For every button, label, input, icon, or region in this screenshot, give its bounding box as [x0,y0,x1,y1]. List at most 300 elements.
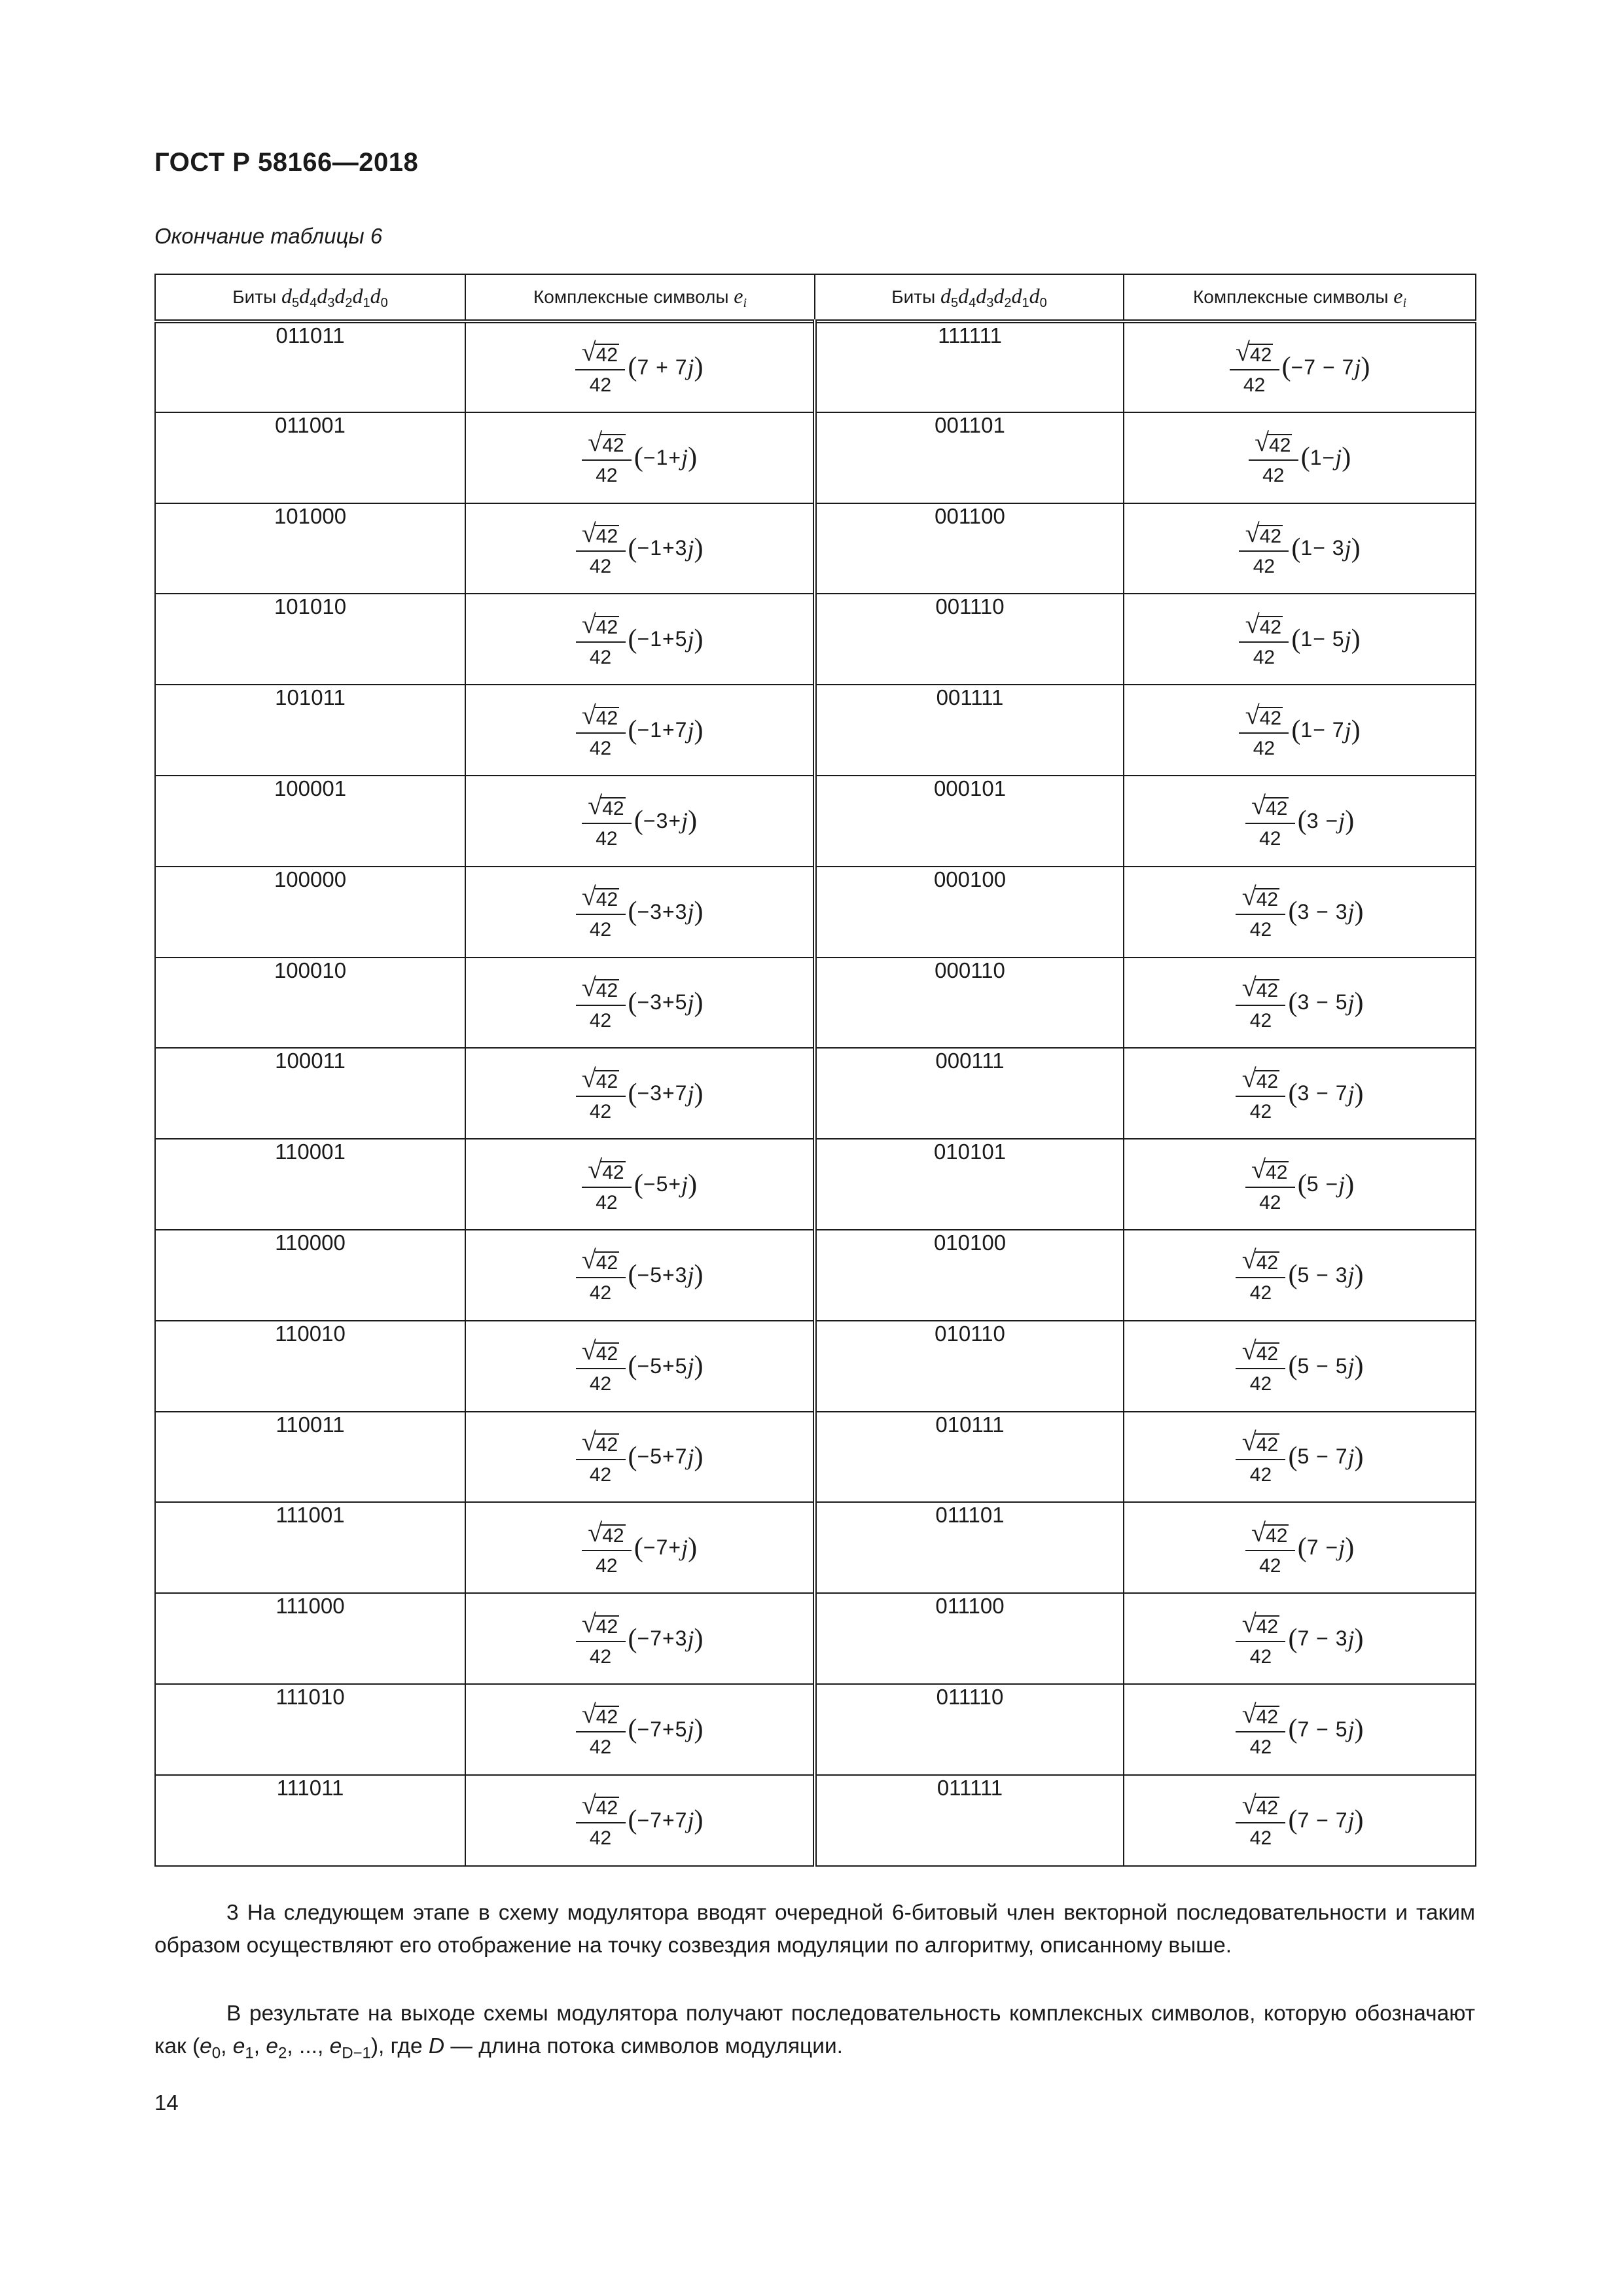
square-root-sign: √ [588,791,603,821]
bits-cell-right: 010111 [815,1412,1124,1503]
bits-cell-right: 000100 [815,867,1124,958]
complex-symbol-expression [582,793,697,849]
close-parenthesis: ) [1354,1441,1364,1472]
fraction-denominator: 42 [1249,919,1272,941]
symbol-cell-right [1124,867,1476,958]
radicand: 42 [1249,344,1272,367]
bits-cell-right: 111111 [815,321,1124,412]
symbol-cell-left [465,503,815,594]
paragraph-step-3: 3 На следующем этапе в схему модулятора вводят очередной 6-битовый член векторной последовательности и таким образом осуществляют его отображение на точку созвездия модуляции по алгоритму, описанному выше. [154,1901,1475,1958]
bits-cell-left: 110011 [155,1412,465,1503]
bit-variable [370,283,388,310]
header-bits-left [155,274,465,321]
bit-variable-letter: d [299,283,310,308]
bit-variable [993,283,1012,310]
square-root-sign: √ [588,427,603,457]
open-parenthesis: ( [628,1260,637,1291]
radicand: 42 [596,979,618,1001]
open-parenthesis: ( [633,1169,643,1200]
radicand: 42 [1256,1433,1279,1456]
symbol-cell-left [465,1684,815,1775]
header-symbols-right [1124,274,1476,321]
open-parenthesis: ( [633,1532,643,1563]
fraction-denominator: 42 [589,1373,612,1395]
open-parenthesis: ( [1297,806,1307,836]
symbol-cell-right [1124,412,1476,503]
radicand: 42 [596,525,618,547]
symbol-cell-right [1124,594,1476,685]
complex-coefficients: −7+5 [637,1717,688,1741]
table-row [155,867,1476,958]
square-root-sign: √ [1241,1426,1257,1456]
bits-cell-left: 101011 [155,685,465,776]
complex-symbol-expression [582,1154,698,1213]
fraction-numerator [581,1063,619,1096]
open-parenthesis: ( [628,715,637,745]
close-parenthesis: ) [694,1260,704,1291]
table-row [155,1775,1476,1866]
radicand: 42 [1259,616,1282,638]
bits-cell-right: 011111 [815,1775,1124,1866]
sqrt42-over-42-fraction [576,1701,626,1757]
fraction-denominator: 42 [1249,1645,1272,1668]
fraction-numerator [1245,702,1283,732]
close-parenthesis: ) [694,1351,704,1382]
symbol-cell-right [1124,1593,1476,1684]
sqrt42-over-42-fraction [1239,702,1289,759]
radicand: 42 [602,1161,624,1183]
paragraph-result-text-3: — длина потока символов модуляции. [444,2034,843,2058]
radicand: 42 [596,1797,618,1820]
symbol-cell-left [465,321,815,412]
fraction-numerator [1255,429,1292,459]
sqrt42-over-42-fraction [576,520,626,577]
close-parenthesis: ) [1361,352,1370,383]
open-parenthesis: ( [1288,1623,1298,1654]
bits-cell-right: 000111 [815,1048,1124,1139]
close-parenthesis: ) [1351,624,1361,655]
close-parenthesis: ) [1345,806,1355,836]
open-parenthesis: ( [1281,352,1291,383]
fraction-denominator: 42 [1259,1554,1281,1577]
bits-cell-right: 010110 [815,1321,1124,1412]
table-row [155,1048,1476,1139]
table-row [155,503,1476,594]
fraction-denominator: 42 [1243,374,1266,397]
complex-coefficients: 3 − 3 [1297,899,1348,924]
table-row [155,1139,1476,1230]
fraction-denominator: 42 [1249,1827,1272,1850]
complex-coefficients: −7+3 [637,1626,688,1651]
square-root-sign: √ [1241,1608,1257,1638]
complex-coefficients: −1+3 [637,536,688,560]
bit-variable-index: 0 [1039,295,1047,310]
imaginary-unit-j: j [1344,535,1351,562]
close-parenthesis: ) [1354,1260,1364,1291]
symbol-variable-index: i [1402,295,1407,310]
sequence-separator: , ..., [287,2034,330,2058]
header-bits-label: Биты [891,286,940,307]
square-root-sign: √ [1255,427,1270,457]
bit-variable [976,283,994,310]
radicand: 42 [596,1343,618,1365]
imaginary-unit-j: j [687,989,694,1016]
open-parenthesis: ( [1288,1351,1298,1382]
square-root-sign: √ [581,700,596,730]
fraction-numerator [1242,884,1279,914]
sqrt42-over-42-fraction [1236,1063,1285,1122]
bits-cell-left: 110000 [155,1230,465,1321]
close-parenthesis: ) [694,715,704,745]
imaginary-unit-j: j [687,535,694,562]
imaginary-unit-j: j [681,1171,688,1198]
open-parenthesis: ( [633,442,643,473]
symbol-cell-right [1124,1684,1476,1775]
variable-D: D [428,2034,445,2058]
radicand: 42 [1259,707,1282,729]
complex-coefficients: 1− 7 [1300,718,1345,742]
symbol-cell-right [1124,321,1476,412]
bit-variable [940,283,959,310]
bit-variable [958,283,976,310]
fraction-numerator [1241,1426,1279,1459]
bit-variable [317,283,335,310]
bits-cell-right: 010101 [815,1139,1124,1230]
close-parenthesis: ) [688,806,698,836]
complex-symbol-expression [575,339,703,395]
close-parenthesis: ) [1354,1078,1364,1109]
complex-coefficients: −3+5 [637,990,688,1014]
open-parenthesis: ( [628,533,637,564]
square-root-sign: √ [1241,1245,1257,1275]
bit-variable-letter: d [317,283,328,308]
complex-coefficients: 5 − [1306,1172,1339,1196]
symbol-cell-left [465,1593,815,1684]
complex-coefficients: −3+7 [637,1081,688,1105]
fraction-numerator [1242,1792,1279,1822]
fraction-denominator: 42 [596,465,618,487]
bit-variable [299,283,317,310]
fraction-denominator: 42 [1249,1736,1272,1759]
header-bits-label: Биты [232,286,281,307]
complex-coefficients: −1+5 [637,627,688,651]
imaginary-unit-j: j [687,626,694,653]
fraction-denominator: 42 [1249,1282,1272,1304]
square-root-sign: √ [581,1063,596,1093]
open-parenthesis: ( [1288,1078,1298,1109]
table-row [155,958,1476,1049]
symbol-cell-left [465,1775,815,1866]
complex-symbol-expression [576,1338,704,1394]
sequence-element: e [329,2034,342,2058]
sqrt42-over-42-fraction [576,972,626,1031]
complex-coefficients: −5+3 [637,1263,688,1287]
bit-variable [1011,283,1029,310]
sequence-element-index: 0 [211,2044,221,2062]
close-parenthesis: ) [688,1169,698,1200]
imaginary-unit-j: j [1347,1443,1355,1470]
imaginary-unit-j: j [1338,1171,1346,1198]
complex-symbol-expression [576,1247,704,1303]
symbol-cell-right [1124,685,1476,776]
bits-cell-left: 100010 [155,958,465,1049]
table-row [155,321,1476,412]
close-parenthesis: ) [1345,1169,1355,1200]
close-parenthesis: ) [694,1714,704,1745]
complex-symbol-expression [576,884,704,940]
sqrt42-over-42-fraction [576,1792,626,1848]
fraction-numerator [1242,1247,1279,1277]
sqrt42-over-42-fraction [1236,1426,1285,1486]
sqrt42-over-42-fraction [1239,520,1289,577]
bits-cell-right: 000110 [815,958,1124,1049]
complex-symbol-expression [1239,520,1360,577]
symbol-cell-left [465,776,815,867]
open-parenthesis: ( [1291,715,1301,745]
header-symbols-label: Комплексные символы [1192,286,1394,307]
symbol-variable: e [1393,283,1403,308]
complex-coefficients: −5+5 [637,1354,688,1378]
imaginary-unit-j: j [687,1443,694,1470]
open-parenthesis: ( [628,987,637,1018]
open-parenthesis: ( [628,1714,637,1745]
bit-variable-letter: d [1029,283,1040,308]
symbol-cell-left [465,594,815,685]
fraction-denominator: 42 [589,1645,612,1668]
bits-cell-right: 011101 [815,1502,1124,1593]
bits-cell-left: 110010 [155,1321,465,1412]
fraction-numerator [582,1792,619,1822]
fraction-denominator: 42 [1249,1373,1272,1395]
fraction-numerator [1251,1517,1289,1550]
symbol-variable: e [734,283,743,308]
fraction-denominator: 42 [589,374,612,397]
close-parenthesis: ) [688,442,698,473]
imaginary-unit-j: j [1347,1807,1355,1834]
bit-variable-index: 0 [380,295,388,310]
symbol-cell-right [1124,1139,1476,1230]
complex-symbol-expression [1239,702,1360,759]
bit-variable-letter: d [940,283,951,308]
bits-cell-left: 100011 [155,1048,465,1139]
sequence-element-index: 1 [245,2044,254,2062]
fraction-numerator [1242,1701,1279,1731]
symbol-cell-left [465,1048,815,1139]
square-root-sign: √ [1241,882,1257,912]
fraction-numerator [581,972,619,1005]
open-parenthesis: ( [1297,1532,1307,1563]
bit-variable-index: 3 [327,295,335,310]
sqrt42-over-42-fraction [576,702,626,759]
sqrt42-over-42-fraction [1236,1792,1285,1848]
radicand: 42 [596,1433,618,1456]
imaginary-unit-j: j [1347,1080,1355,1107]
square-root-sign: √ [1235,337,1250,367]
bit-variable-index: 4 [969,295,976,310]
fraction-denominator: 42 [1253,555,1275,577]
complex-coefficients: 3 − [1306,808,1339,833]
bit-variable-index: 4 [310,295,317,310]
imaginary-unit-j: j [687,1262,694,1289]
complex-symbol-expression [1245,793,1354,849]
complex-symbol-expression [1236,1338,1363,1394]
fraction-denominator: 42 [589,646,612,668]
bits-cell-right: 000101 [815,776,1124,867]
close-parenthesis: ) [1354,897,1364,927]
sqrt42-over-42-fraction [576,1338,626,1394]
square-root-sign: √ [581,1790,596,1820]
close-parenthesis: ) [694,897,704,927]
sqrt42-over-42-fraction [1245,1154,1295,1213]
fraction-numerator [588,1154,625,1187]
bit-variable-letter: d [370,283,381,308]
imaginary-unit-j: j [687,717,694,744]
imaginary-unit-j: j [681,808,688,834]
radicand: 42 [1256,1343,1279,1365]
bits-cell-right: 011100 [815,1593,1124,1684]
complex-coefficients: 7 − 5 [1297,1717,1348,1741]
symbol-cell-left [465,1230,815,1321]
complex-symbol-expression [576,1792,704,1848]
bits-cell-left: 111010 [155,1684,465,1775]
complex-coefficients: 3 − 5 [1297,990,1348,1014]
fraction-denominator: 42 [1249,1100,1272,1122]
bits-cell-left: 111001 [155,1502,465,1593]
sqrt42-over-42-fraction [1236,972,1285,1031]
bits-cell-left: 100000 [155,867,465,958]
complex-symbol-expression [1236,1792,1363,1848]
square-root-sign: √ [1241,1699,1257,1729]
square-root-sign: √ [1241,1063,1257,1093]
open-parenthesis: ( [633,806,643,836]
radicand: 42 [1269,435,1291,457]
bits-cell-right: 011110 [815,1684,1124,1775]
sqrt42-over-42-fraction [1236,884,1285,940]
symbol-cell-left [465,1139,815,1230]
bits-cell-left: 100001 [155,776,465,867]
sqrt42-over-42-fraction [576,1247,626,1303]
radicand: 42 [596,1070,618,1092]
complex-symbol-expression [576,702,704,759]
fraction-denominator: 42 [589,1100,612,1122]
fraction-denominator: 42 [1249,1463,1272,1486]
bit-variable-letter: d [958,283,969,308]
imaginary-unit-j: j [1347,1716,1355,1743]
close-parenthesis: ) [694,1078,704,1109]
symbol-cell-right [1124,776,1476,867]
bits-cell-left: 101000 [155,503,465,594]
bit-variable [1029,283,1047,310]
sqrt42-over-42-fraction [576,1608,626,1668]
complex-symbol-expression [1245,1154,1355,1213]
fraction-numerator [581,1426,619,1459]
sequence-element: e [200,2034,212,2058]
imaginary-unit-j: j [681,444,688,471]
sqrt42-over-42-fraction [576,884,626,940]
open-parenthesis: ( [628,1805,637,1836]
complex-coefficients: −7 − 7 [1291,355,1355,379]
complex-coefficients: −3+3 [637,899,688,924]
fraction-denominator: 42 [596,828,618,850]
imaginary-unit-j: j [687,1353,694,1380]
bit-variable [352,283,370,310]
symbol-variable-index: i [743,295,747,310]
paragraph-result-text-1: В результате на выходе схемы модулятора получают последовательность комплексных символов, которую обозначают как ( [154,2001,1475,2058]
bit-variable-index: 5 [951,295,959,310]
square-root-sign: √ [581,1608,596,1638]
header-symbols-label: Комплексные символы [533,286,734,307]
sqrt42-over-42-fraction [1236,1701,1285,1757]
square-root-sign: √ [588,1154,603,1184]
open-parenthesis: ( [1288,1805,1298,1836]
fraction-numerator [582,520,619,550]
fraction-numerator [1251,1154,1289,1187]
fraction-denominator: 42 [596,1191,618,1213]
complex-symbol-expression [576,1701,704,1757]
fraction-denominator: 42 [589,555,612,577]
complex-coefficients: −1+7 [637,718,688,742]
fraction-numerator [581,1608,619,1641]
table-row [155,1321,1476,1412]
symbol-cell-left [465,867,815,958]
imaginary-unit-j: j [687,354,694,381]
open-parenthesis: ( [628,1441,637,1472]
table-row [155,1502,1476,1593]
square-root-sign: √ [588,1517,603,1547]
complex-symbol-expression [1230,339,1370,395]
radicand: 42 [596,707,618,729]
open-parenthesis: ( [1297,1169,1307,1200]
symbol-cell-right [1124,1230,1476,1321]
complex-symbol-expression [1239,611,1360,668]
sequence-element-index: D−1 [342,2044,371,2062]
square-root-sign: √ [581,882,596,912]
radicand: 42 [596,1252,618,1274]
complex-symbol-expression [576,1426,704,1486]
symbol-cell-right [1124,1502,1476,1593]
close-parenthesis: ) [694,352,704,383]
fraction-numerator [582,1701,619,1731]
fraction-numerator [588,429,625,459]
complex-coefficients: 1− [1310,445,1336,469]
sqrt42-over-42-fraction [1245,1517,1295,1577]
paragraph-result [154,1998,1475,2070]
fraction-numerator [582,1338,619,1368]
complex-coefficients: 7 + 7 [637,355,688,379]
fraction-numerator [1245,611,1283,641]
radicand: 42 [596,616,618,638]
bits-cell-left: 101010 [155,594,465,685]
symbol-cell-left [465,412,815,503]
complex-symbol-expression [1236,972,1364,1031]
table-caption: Окончание таблицы 6 [154,224,383,248]
complex-symbol-expression [1236,884,1363,940]
complex-coefficients: 1− 5 [1300,627,1345,651]
modulation-table [154,274,1476,1867]
complex-symbol-expression [576,520,704,577]
open-parenthesis: ( [628,1078,637,1109]
bit-variable-index: 1 [1022,295,1029,310]
close-parenthesis: ) [1342,442,1351,473]
imaginary-unit-j: j [1347,989,1355,1016]
fraction-numerator [1236,339,1273,369]
table-body [155,321,1476,1866]
open-parenthesis: ( [1288,897,1298,927]
symbol-cell-right [1124,1321,1476,1412]
radicand: 42 [602,435,624,457]
table-row [155,776,1476,867]
square-root-sign: √ [581,1336,596,1366]
